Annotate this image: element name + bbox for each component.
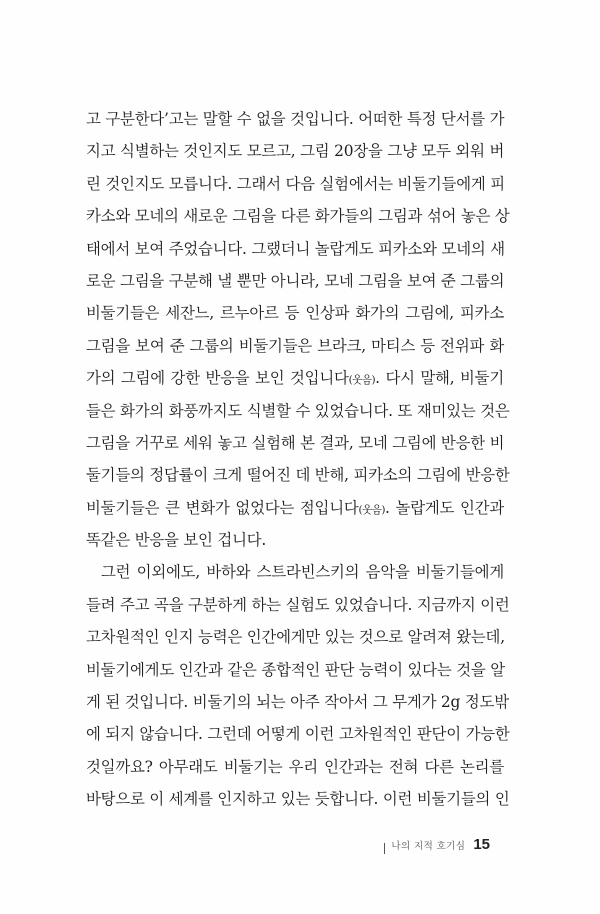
text-run: . 다시 말해, 비둘기 <box>375 369 505 388</box>
text-line: 고 구분한다’고는 말할 수 없을 것입니다. 어떠한 특정 단서를 가 <box>86 110 505 128</box>
text-line: 로운 그림을 구분해 낼 뿐만 아니라, 모네 그림을 보여 준 그룹의 <box>86 271 505 290</box>
text-line: 린 것인지도 모릅니다. 그래서 다음 실험에서는 비둘기들에게 피 <box>86 174 505 193</box>
text-line: 비둘기들은 세잔느, 르누아르 등 인상파 화가의 그림에, 피카소 <box>86 304 504 323</box>
paragraph-end-line: 똑같은 반응을 보인 겁니다. <box>86 531 267 550</box>
text-line: 들은 화가의 화풍까지도 식별할 수 있었습니다. 또 재미있는 것은 <box>86 401 510 420</box>
text-line: 고차원적인 인지 능력은 인간에게만 있는 것으로 알려져 왔는데, <box>86 628 505 647</box>
laughter-note: (웃음) <box>358 503 386 516</box>
body-text <box>86 103 510 816</box>
laughter-note: (웃음) <box>348 374 376 387</box>
text-line: 그림을 보여 준 그룹의 비둘기들은 브라크, 마티스 등 전위파 화 <box>86 336 504 355</box>
text-line: 것일까요? 아무래도 비둘기는 우리 인간과는 전혀 다른 논리를 <box>86 757 504 776</box>
paragraph-start-line: 그런 이외에도, 바하와 스트라빈스키의 음악을 비둘기들에게 <box>101 563 504 582</box>
text-line <box>86 362 504 394</box>
text-line: 게 된 것입니다. 비둘기의 뇌는 아주 작아서 그 무게가 2g 정도밖 <box>86 693 509 712</box>
text-line: 들려 주고 곡을 구분하게 하는 실험도 있었습니다. 지금까지 이런 <box>86 595 510 614</box>
text-line <box>86 492 504 524</box>
text-line: 지고 식별하는 것인지도 모르고, 그림 20장을 그냥 모두 외워 버 <box>86 142 505 161</box>
text-line: 둘기들의 정답률이 크게 떨어진 데 반해, 피카소의 그림에 반응한 <box>86 466 510 485</box>
text-line: 카소와 모네의 새로운 그림을 다른 화가들의 그림과 섞어 놓은 상 <box>86 207 510 226</box>
text-run: 비둘기들은 큰 변화가 없었다는 점입니다 <box>86 498 359 517</box>
text-run: 가의 그림에 강한 반응을 보인 것입니다 <box>86 369 349 388</box>
text-line: 태에서 보여 주었습니다. 그랬더니 놀랍게도 피카소와 모네의 새 <box>86 239 505 258</box>
running-title: 나의 지적 호기심 <box>391 841 466 852</box>
text-line: 비둘기에게도 인간과 같은 종합적인 판단 능력이 있다는 것을 알 <box>86 660 505 679</box>
text-line: 에 되지 않습니다. 그런데 어떻게 이런 고차원적인 판단이 가능한 <box>86 725 510 744</box>
text-run: . 놀랍게도 인간과 <box>385 498 504 517</box>
page-footer <box>384 836 490 860</box>
text-line: 바탕으로 이 세계를 인지하고 있는 듯합니다. 이런 비둘기들의 인 <box>86 790 510 809</box>
page-number: 15 <box>473 836 490 853</box>
text-line: 그림을 거꾸로 세워 놓고 실험해 본 결과, 모네 그림에 반응한 비 <box>86 433 505 452</box>
footer-divider <box>384 843 385 854</box>
